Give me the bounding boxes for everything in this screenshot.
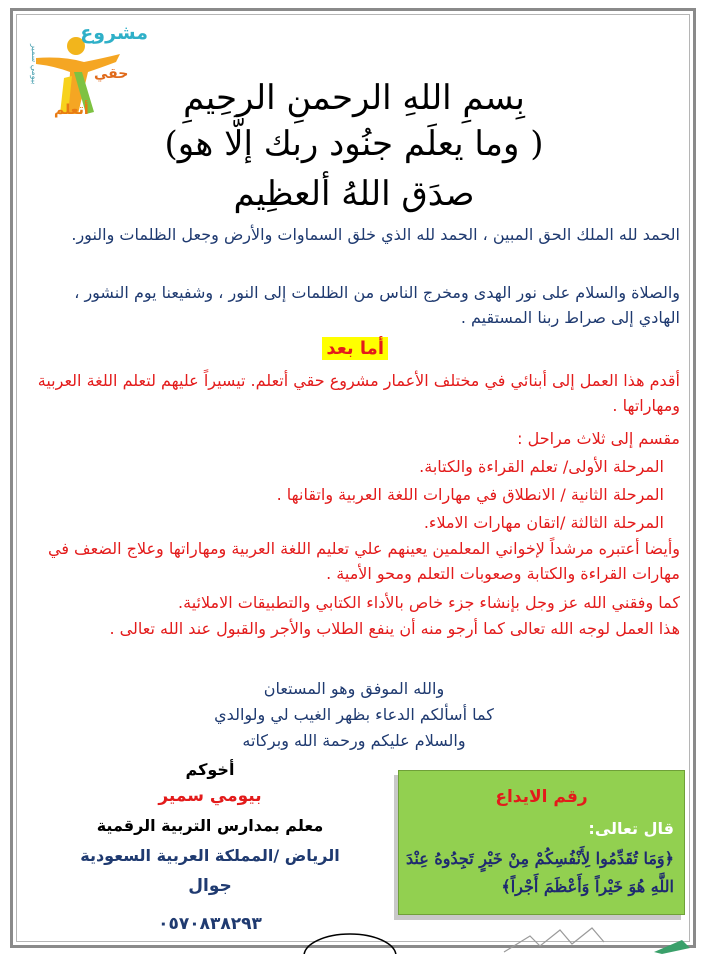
closing-line-3: والسلام عليكم ورحمة الله وبركاته: [242, 731, 466, 750]
signature-mobile-label: جوال: [188, 876, 232, 896]
body-stages-heading: مقسم إلى ثلاث مراحل :: [517, 429, 680, 448]
signature-location: الرياض /المملكة العربية السعودية: [80, 846, 340, 865]
body-writing-paragraph: كما وفقني الله عز وجل بإنشاء جزء خاص بالأداء الكتابي والتطبيقات الاملائية.: [178, 593, 680, 612]
body-stage-1: المرحلة الأولى/ تعلم القراءة والكتابة.: [419, 457, 664, 476]
body-stage-3: المرحلة الثالثة /اتقان مهارات الاملاء.: [423, 513, 664, 532]
signature-name: بيومي سمير: [158, 786, 262, 806]
signature-brother: أخوكم: [185, 760, 235, 779]
body-paragraph-intro: أقدم هذا العمل إلى أبنائي في مختلف الأعمار مشروع حقي أتعلم. تيسيراً عليهم لتعلم اللغة العربية ومهاراتها .: [37, 371, 680, 415]
amma-baad-heading: أما بعد: [322, 337, 388, 360]
closing-line-2: كما أسألكم الدعاء بظهر الغيب لي ولوالدي: [214, 705, 494, 724]
verse-line: ( وما يعلَم جنُود ربك إلَّا هو): [164, 124, 544, 164]
body-closing-paragraph: هذا العمل لوجه الله تعالى كما أرجو منه أن ينفع الطلاب والأجر والقبول عند الله تعالى .: [109, 619, 680, 638]
intro-paragraph-2: والصلاة والسلام على نور الهدى ومخرج الناس من الظلمات إلى النور ، وشفيعنا يوم النشور ، الهادي إلى صراط ربنا المستقيم .: [74, 283, 680, 327]
logo-word-project: مشروع: [80, 22, 148, 44]
pencil-sketch-decoration-icon: [500, 924, 610, 954]
body-guide-paragraph: وأيضا أعتبره مرشداً لإخواني المعلمين يعينهم علي تعليم اللغة العربية ومهاراتها وعلاج الضعف في مهارات القراءة والكتابة وصعوبات التعلم ومحو الأمية .: [47, 539, 680, 583]
intro-paragraph-1: الحمد لله الملك الحق المبين ، الحمد لله الذي خلق السماوات والأرض وجعل الظلمات والنور.: [71, 225, 680, 244]
logo-word-right: حقي: [94, 66, 129, 82]
closing-line-1: والله الموفق وهو المستعان: [263, 679, 445, 698]
logo-word-learn: أتعلم: [54, 102, 89, 118]
signature-job: معلم بمدارس التربية الرقمية: [96, 816, 324, 835]
sadaqa-line: صدَق اللهُ ألعظِيم: [233, 174, 475, 214]
logo-side-text: بيومي سمير: [30, 44, 39, 85]
green-book-corner-icon: [652, 936, 692, 954]
deposit-number-box: [398, 770, 685, 915]
deposit-title: رقم الايداع: [495, 787, 588, 807]
quran-verse: ﴿وَمَا تُقَدِّمُوا لِأَنْفُسِكُمْ مِنْ خَيْرٍ تَجِدُوهُ عِنْدَ اللَّهِ هُوَ خَيْراً وَأَعْظَمَ أَجْراً﴾: [406, 849, 674, 896]
bottom-oval-decoration-icon: [300, 930, 400, 954]
body-stage-2: المرحلة الثانية / الانطلاق في مهارات اللغة العربية واتقانها .: [276, 485, 664, 504]
basmala-line: بِسمِ اللهِ الرحمنِ الرحِيمِ: [183, 78, 525, 118]
signature-mobile-number: ٠٥٧٠٨٣٨٢٩٣: [158, 914, 262, 934]
quote-intro: قال تعالى:: [588, 819, 674, 838]
